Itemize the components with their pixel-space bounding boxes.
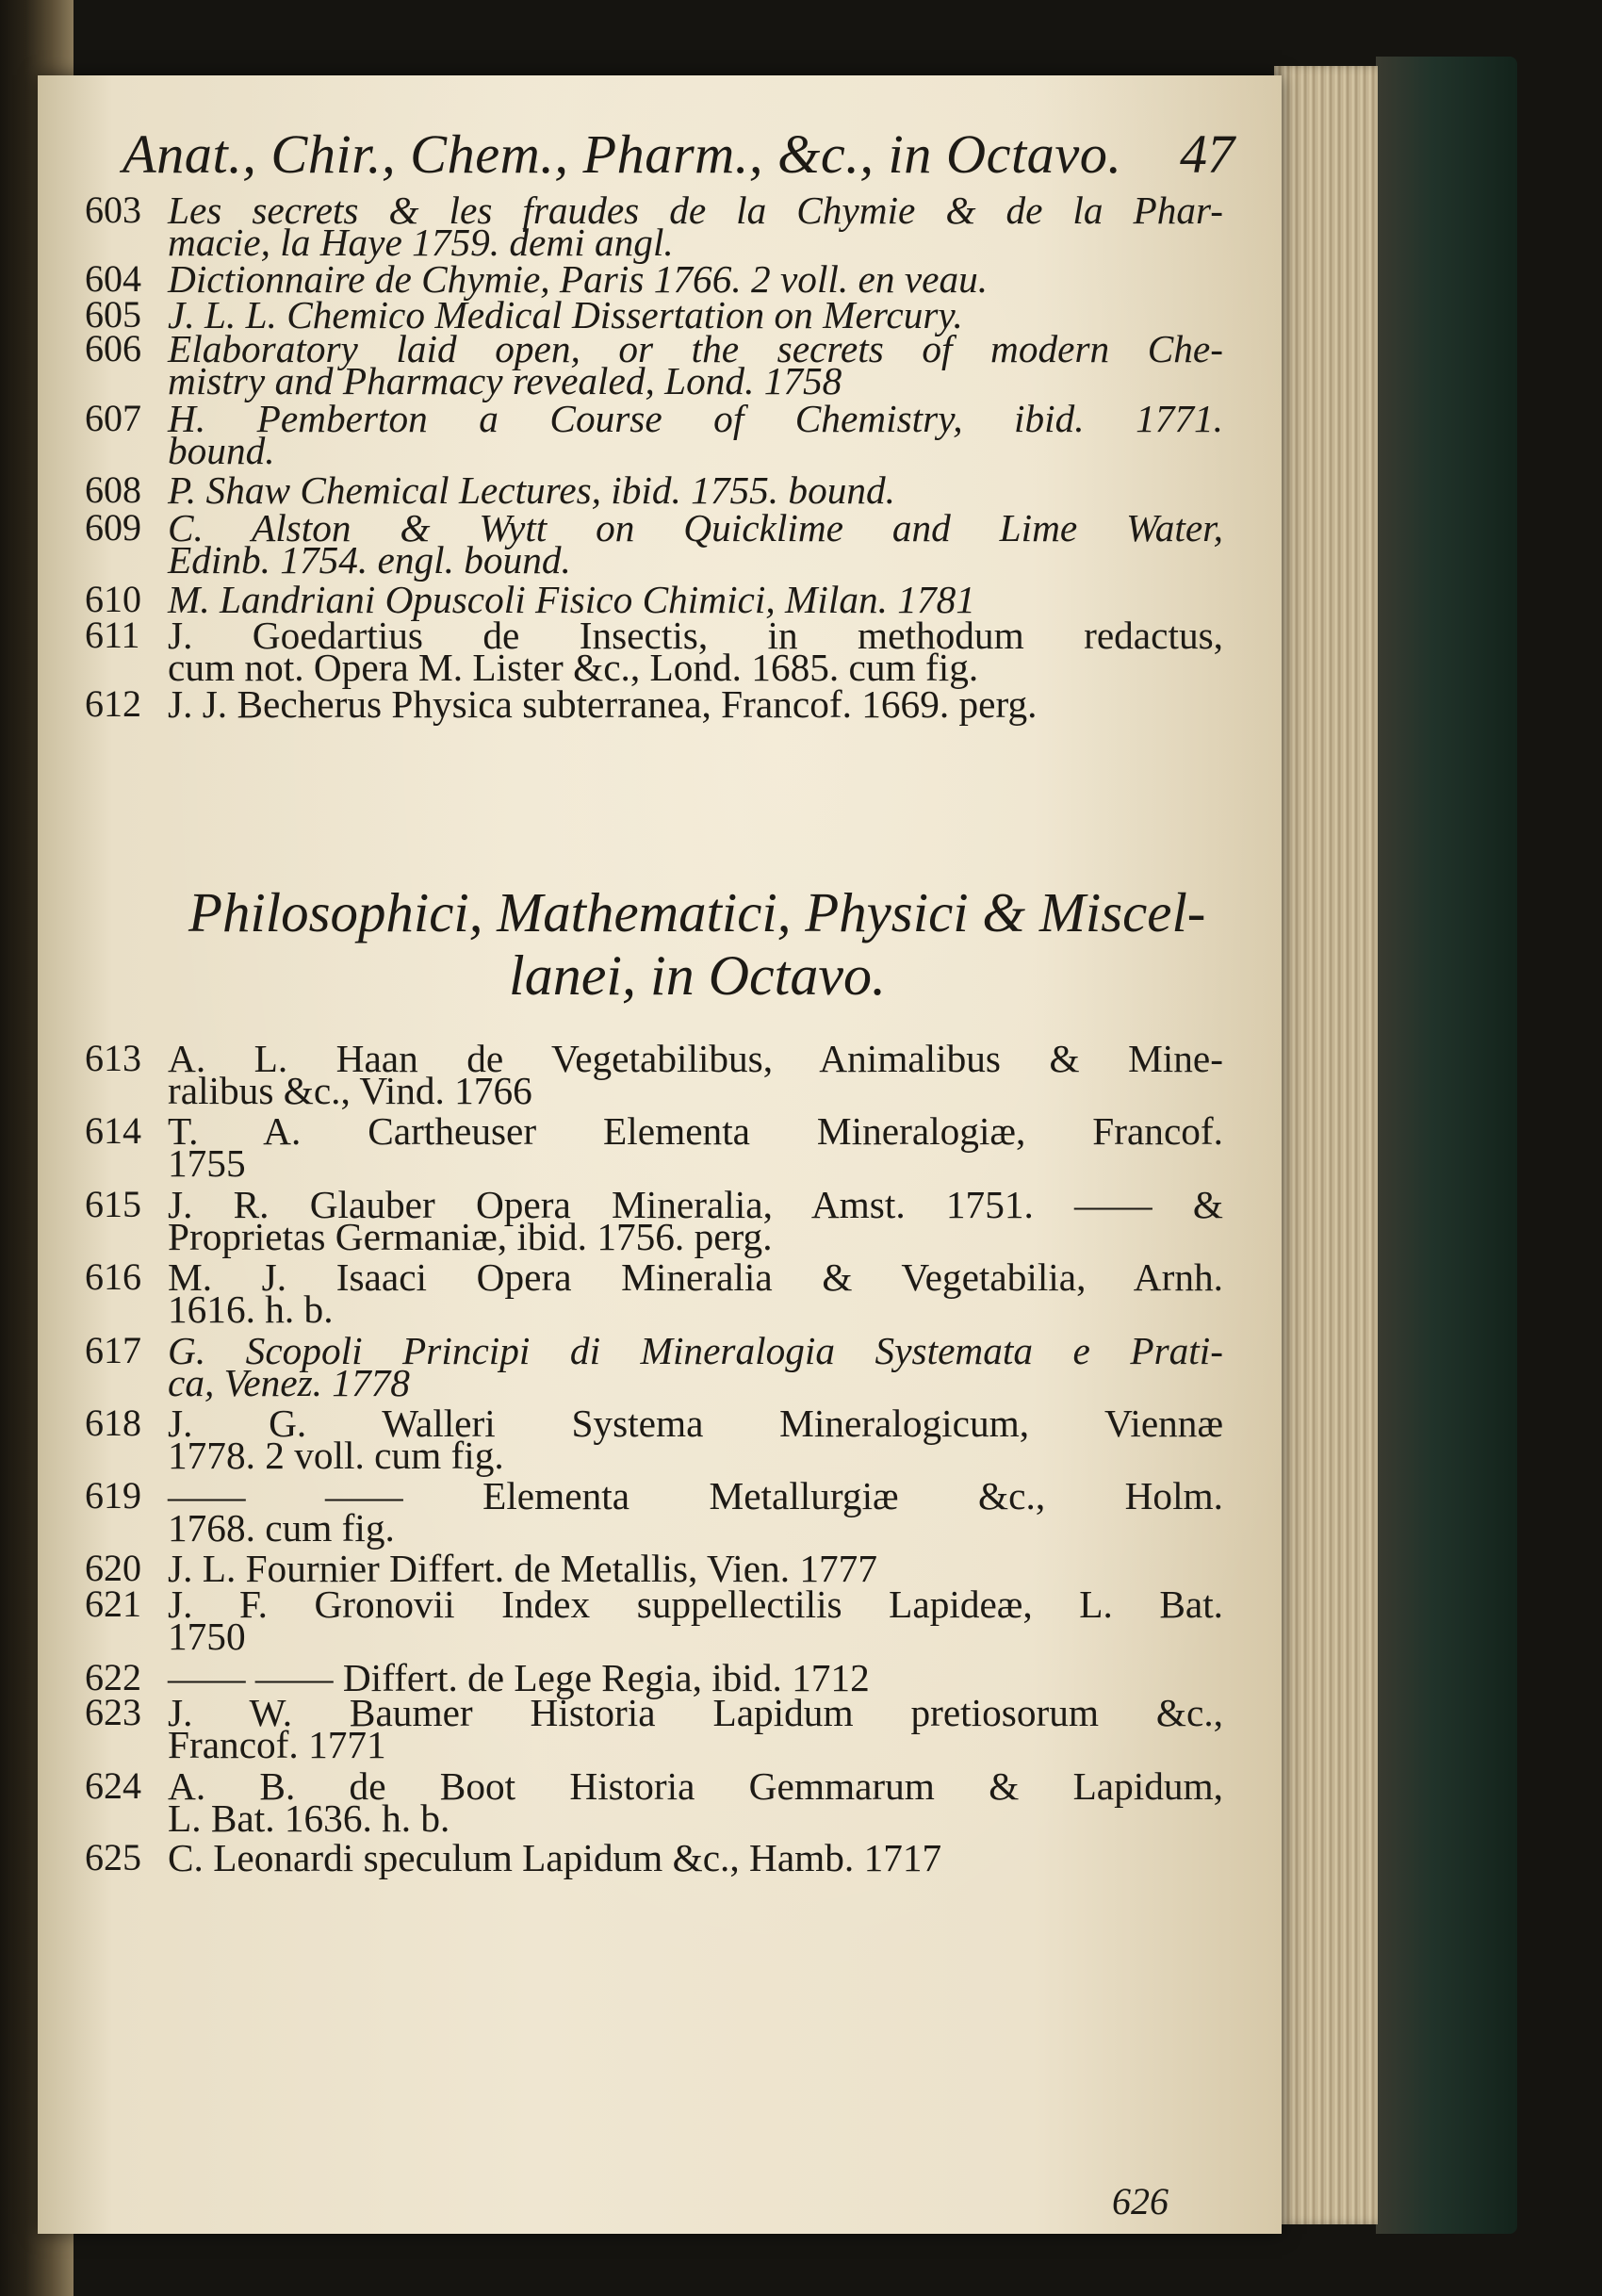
running-head: Anat., Chir., Chem., Pharm., &c., in Octavo. [123, 123, 1122, 185]
entry-number: 612 [85, 682, 141, 725]
entry-line: C. Leonardi speculum Lapidum &c., Hamb. 1717 [168, 1836, 942, 1879]
entry-number: 615 [85, 1183, 141, 1225]
entry-line: ca, Venez. 1778 [168, 1361, 410, 1404]
entry-text [168, 1583, 1223, 1658]
entry-line: L. Bat. 1636. h. b. [168, 1796, 450, 1840]
page-header [123, 115, 1234, 200]
entry-number: 616 [85, 1255, 141, 1298]
entry-line: Proprietas Germaniæ, ibid. 1756. perg. [168, 1215, 773, 1258]
entry-line: cum not. Opera M. Lister &c., Lond. 1685. cum fig. [168, 646, 979, 689]
entry-text [168, 1109, 1223, 1185]
entry-text [168, 1691, 1223, 1766]
entry-number: 624 [85, 1764, 141, 1807]
entry-number: 603 [85, 189, 141, 231]
entry-line: J. G. Walleri Systema Mineralogicum, Viennæ [168, 1402, 1223, 1445]
entry-line: Edinb. 1754. engl. bound. [168, 538, 571, 582]
entry-number: 604 [85, 257, 141, 300]
entry-number: 614 [85, 1109, 141, 1152]
entry-text [168, 506, 1223, 582]
entry-line: J. J. Becherus Physica subterranea, Francof. 1669. perg. [168, 682, 1038, 726]
entry-line: G. Scopoli Principi di Mineralogia Systemata e Prati- [168, 1329, 1223, 1372]
entry-number: 620 [85, 1547, 141, 1589]
catalogue-page [38, 75, 1282, 2234]
entry-text [168, 614, 1223, 689]
entry-number: 613 [85, 1037, 141, 1079]
entry-line: Dictionnaire de Chymie, Paris 1766. 2 voll. en veau. [168, 257, 989, 301]
entry-number: 608 [85, 468, 141, 511]
section-heading-line-2: lanei, in Octavo. [509, 944, 886, 1007]
entry-number: 618 [85, 1402, 141, 1444]
entry-text [168, 1183, 1223, 1258]
entry-text [168, 293, 1223, 336]
entry-line: M. Landriani Opuscoli Fisico Chimici, Milan. 1781 [168, 578, 975, 621]
entry-line: M. J. Isaaci Opera Mineralia & Vegetabilia, Arnh. [168, 1255, 1223, 1299]
entry-line: 1616. h. b. [168, 1287, 334, 1331]
entry-line: 1768. cum fig. [168, 1506, 395, 1550]
page-edges [1274, 66, 1378, 2224]
entry-number: 605 [85, 293, 141, 336]
entry-line: J. L. L. Chemico Medical Dissertation on Mercury. [168, 293, 963, 336]
entry-line: ralibus &c., Vind. 1766 [168, 1069, 532, 1112]
catchword: 626 [1112, 2180, 1169, 2222]
section-heading [188, 882, 1206, 1007]
entry-number: 623 [85, 1691, 141, 1733]
entry-line: Francof. 1771 [168, 1723, 386, 1766]
entry-text [168, 257, 1223, 301]
entry-line: 1778. 2 voll. cum fig. [168, 1434, 504, 1477]
entry-line: macie, la Haye 1759. demi angl. [168, 221, 674, 264]
entry-line: —— —— Differt. de Lege Regia, ibid. 1712 [168, 1656, 870, 1699]
entry-number: 622 [85, 1656, 141, 1698]
entry-line: J. R. Glauber Opera Mineralia, Amst. 1751. —— & [168, 1183, 1223, 1226]
entry-number: 621 [85, 1583, 141, 1625]
book-cover-edge [1376, 57, 1517, 2234]
entry-text [168, 397, 1223, 472]
entry-line: 1755 [168, 1141, 246, 1185]
entry-line: —— —— Elementa Metallurgiæ &c., Holm. [168, 1474, 1223, 1517]
entry-line: Les secrets & les fraudes de la Chymie & de la Phar- [168, 189, 1223, 232]
entry-number: 609 [85, 506, 141, 549]
section-heading-line-1: Philosophici, Mathematici, Physici & Miscel- [188, 882, 1206, 943]
entry-line: Elaboratory laid open, or the secrets of modern Che- [168, 327, 1223, 370]
entry-line: C. Alston & Wytt on Quicklime and Lime Water, [168, 506, 1223, 549]
entry-text [168, 1474, 1223, 1550]
entry-number: 606 [85, 327, 141, 369]
entry-text [168, 1037, 1223, 1112]
entry-text [168, 578, 1223, 621]
entry-text [168, 1656, 1223, 1699]
entry-text [168, 1402, 1223, 1477]
entry-text [168, 1547, 1223, 1590]
entry-text [168, 1329, 1223, 1404]
entry-number: 611 [85, 614, 140, 656]
page-number: 47 [1180, 123, 1234, 185]
entry-line: A. B. de Boot Historia Gemmarum & Lapidum, [168, 1764, 1223, 1808]
entry-text [168, 682, 1223, 726]
entry-number: 607 [85, 397, 141, 439]
entry-line: A. L. Haan de Vegetabilibus, Animalibus & Mine- [168, 1037, 1223, 1080]
entry-number: 610 [85, 578, 141, 620]
entry-line: 1750 [168, 1615, 246, 1658]
entry-line: T. A. Cartheuser Elementa Mineralogiæ, Francof. [168, 1109, 1223, 1153]
entry-line: H. Pemberton a Course of Chemistry, ibid. 1771. [168, 397, 1223, 440]
entry-line: J. Goedartius de Insectis, in methodum redactus, [168, 614, 1223, 657]
entry-number: 625 [85, 1836, 141, 1878]
entry-line: P. Shaw Chemical Lectures, ibid. 1755. bound. [168, 468, 895, 512]
entry-text [168, 1836, 1223, 1879]
entry-line: J. F. Gronovii Index suppellectilis Lapideæ, L. Bat. [168, 1583, 1223, 1626]
entry-line: mistry and Pharmacy revealed, Lond. 1758 [168, 359, 842, 402]
entry-text [168, 189, 1223, 264]
entry-text [168, 1255, 1223, 1331]
entry-number: 617 [85, 1329, 141, 1371]
entry-line: bound. [168, 429, 275, 472]
entry-number: 619 [85, 1474, 141, 1517]
entry-text [168, 468, 1223, 512]
entry-line: J. L. Fournier Differt. de Metallis, Vien. 1777 [168, 1547, 877, 1590]
entry-text [168, 1764, 1223, 1840]
entry-line: J. W. Baumer Historia Lapidum pretiosorum &c., [168, 1691, 1223, 1734]
entry-text [168, 327, 1223, 402]
